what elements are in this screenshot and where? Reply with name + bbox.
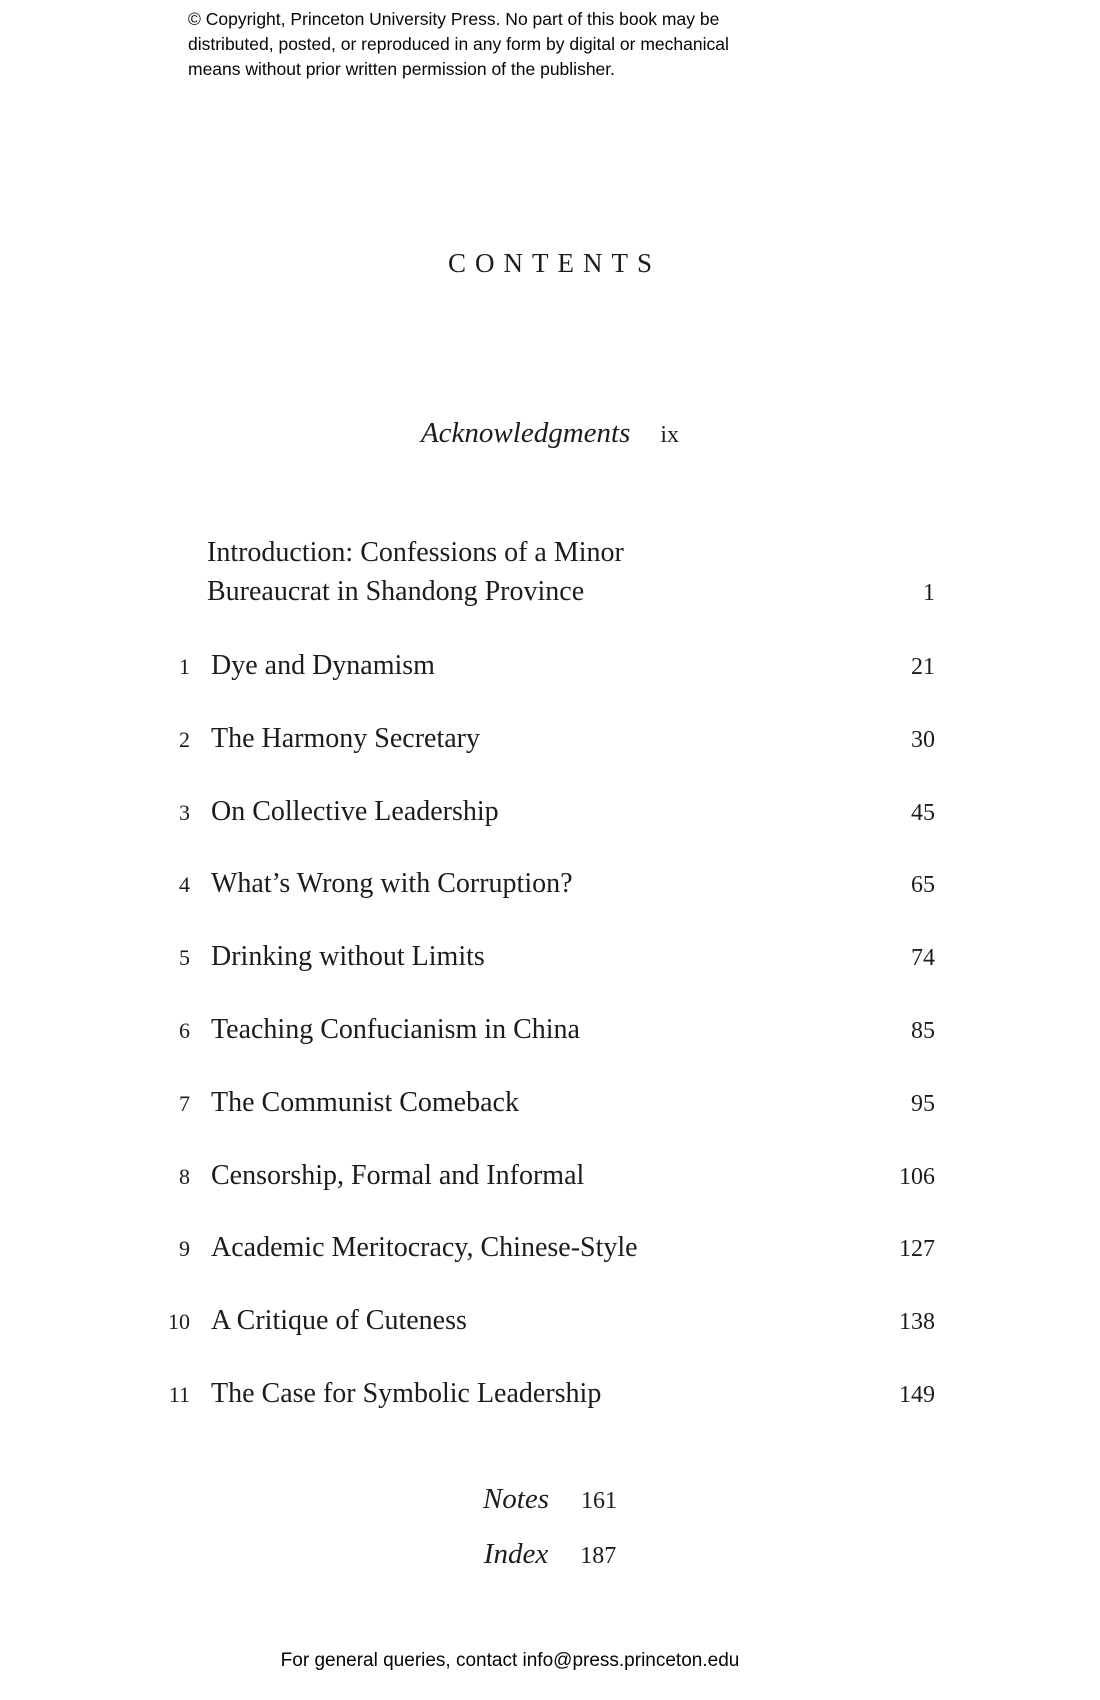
toc-entry-page: ix [660, 422, 680, 448]
toc-entry-page: 1 [923, 580, 935, 606]
toc-entry-label: Index [483, 1538, 549, 1570]
copyright-line: © Copyright, Princeton University Press. No part of this book may be [188, 9, 720, 29]
toc-entry-page: 74 [911, 945, 935, 972]
toc-entry-page: 106 [899, 1163, 935, 1190]
chapter-title: What’s Wrong with Corruption? [211, 868, 573, 900]
toc-entry-page: 138 [899, 1309, 935, 1336]
chapter-number: 9 [179, 1236, 190, 1262]
chapter-title: The Harmony Secretary [211, 722, 480, 754]
chapter-title: Academic Meritocracy, Chinese-Style [211, 1232, 638, 1264]
toc-entry-page: 21 [911, 654, 935, 680]
copyright-line: distributed, posted, or reproduced in any form by digital or mechanical [188, 34, 729, 54]
toc-entry-page: 149 [899, 1381, 935, 1408]
chapter-number: 3 [179, 799, 190, 825]
introduction-title-line1: Introduction: Confessions of a Minor [207, 537, 624, 568]
chapter-list [140, 648, 935, 1449]
toc-row [140, 1085, 935, 1158]
toc-entry-page: 85 [911, 1017, 935, 1044]
toc-entry-page: 187 [580, 1543, 617, 1569]
toc-row [140, 1012, 935, 1085]
chapter-number: 2 [179, 726, 190, 752]
page-title: CONTENTS [448, 248, 661, 278]
chapter-number: 4 [179, 872, 190, 898]
chapter-title: The Case for Symbolic Leadership [211, 1377, 602, 1409]
toc-row-index [0, 1529, 1100, 1584]
toc-row [140, 794, 935, 867]
copyright-notice [188, 7, 836, 82]
copyright-line: means without prior written permission of the publisher. [188, 59, 616, 79]
back-matter-section [0, 1474, 1100, 1584]
toc-row [140, 866, 935, 939]
toc-entry-page: 95 [911, 1090, 935, 1117]
chapter-number: 1 [179, 654, 190, 679]
chapter-number: 11 [168, 1381, 190, 1407]
toc-row-acknowledgments [0, 412, 1100, 459]
toc-row-notes [0, 1474, 1100, 1529]
toc-row [140, 648, 935, 721]
chapter-title: A Critique of Cuteness [211, 1305, 467, 1337]
chapter-title: Dye and Dynamism [211, 650, 435, 681]
toc-entry-page: 161 [581, 1488, 618, 1514]
toc-row [140, 1158, 935, 1231]
toc-row-introduction [207, 533, 935, 613]
chapter-title: Teaching Confucianism in China [211, 1013, 580, 1045]
toc-entry-page: 65 [911, 872, 935, 899]
toc-row [140, 721, 935, 794]
toc-row [140, 1376, 935, 1449]
chapter-number: 8 [179, 1163, 190, 1189]
toc-entry-page: 45 [911, 799, 935, 826]
toc-entry-label: Notes [482, 1483, 550, 1515]
toc-row [140, 1303, 935, 1376]
toc-entry-page: 30 [911, 726, 935, 753]
chapter-number: 6 [179, 1017, 190, 1043]
chapter-number: 5 [179, 945, 190, 971]
chapter-title: Censorship, Formal and Informal [211, 1159, 585, 1191]
introduction-title-line2: Bureaucrat in Shandong Province [207, 576, 585, 607]
chapter-number: 10 [168, 1309, 190, 1335]
general-queries-footer: For general queries, contact info@press.princeton.edu [280, 1650, 740, 1671]
toc-entry-page: 127 [899, 1236, 935, 1263]
chapter-title: The Communist Comeback [211, 1086, 519, 1118]
chapter-number: 7 [179, 1090, 190, 1116]
toc-row [140, 1230, 935, 1303]
front-matter-section [0, 412, 1100, 459]
toc-entry-label: Acknowledgments [420, 417, 631, 449]
chapter-title: Drinking without Limits [211, 941, 485, 973]
toc-row [140, 939, 935, 1012]
chapter-title: On Collective Leadership [211, 795, 499, 827]
